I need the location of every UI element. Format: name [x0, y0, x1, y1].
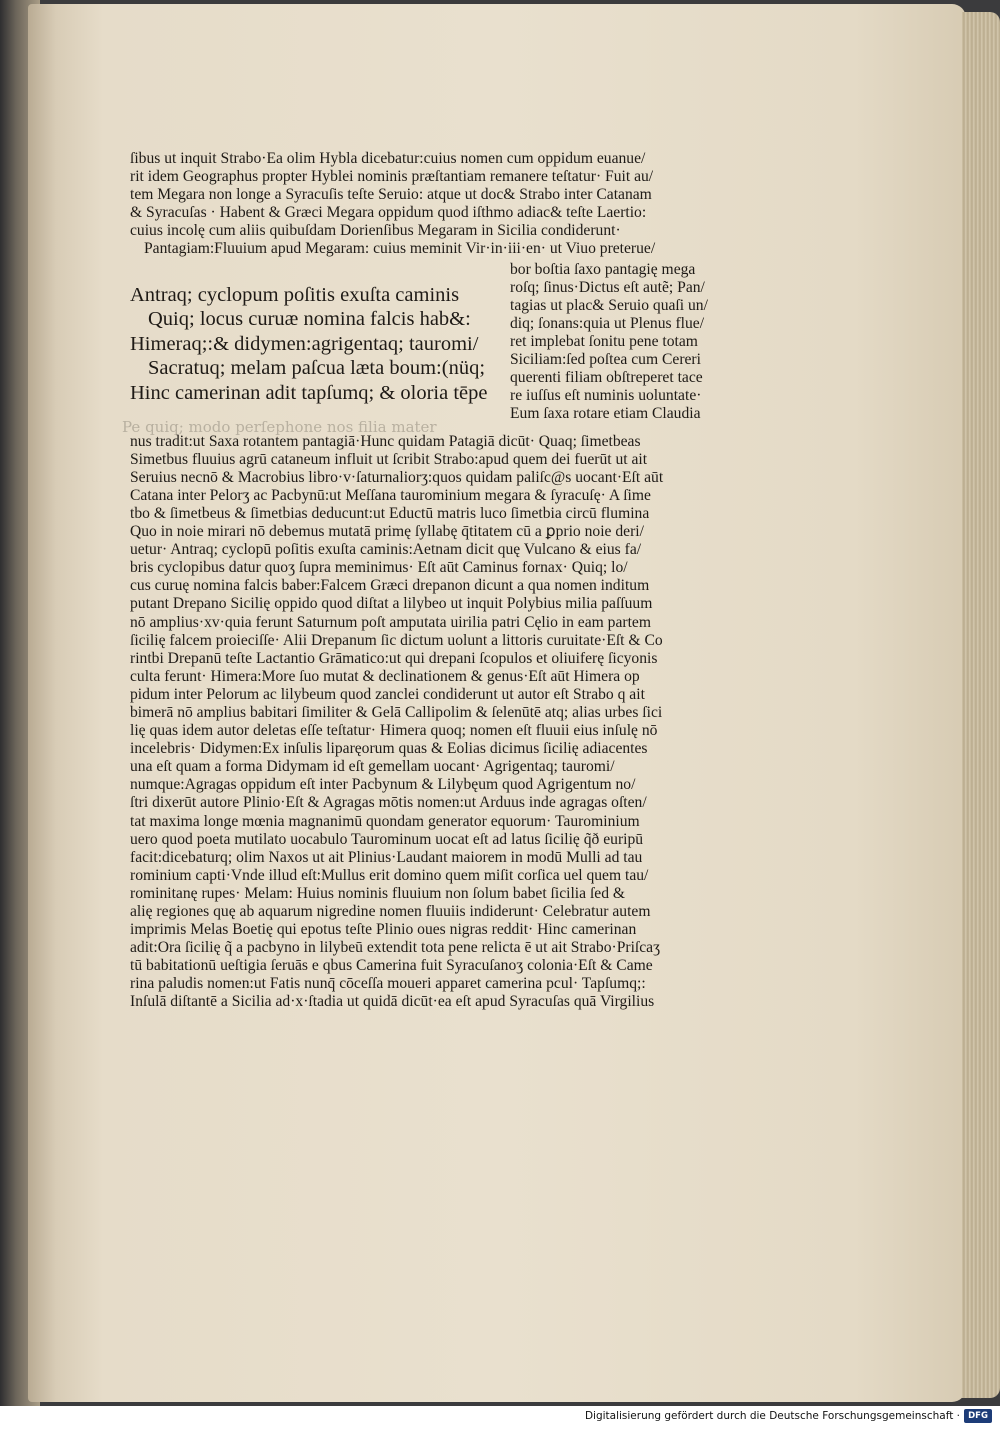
- verse-line: Sacratuq; melam paſcua læta boum:(nüq;: [148, 357, 486, 380]
- text-line: tbo & ſimetbeus & ſimetbias deducunt:ut Eductū matris luco ſimetbia circū flumina: [130, 504, 650, 522]
- text-line: culta ferunt· Himera:More ſuo mutat & declinationem & genus·Eſt aūt Himera op: [130, 667, 640, 685]
- text-line: imprimis Melas Boetię qui epotus teſte Plinio oues nigras reddit· Hinc camerinan: [130, 921, 637, 939]
- text-line: numque:Agragas oppidum eſt inter Pacbynum & Lilybęum quod Agrigentum no/: [130, 776, 636, 794]
- verse-line: Himeraq;:& didymen:agrigentaq; tauromi/: [130, 332, 479, 355]
- text-line: uero quod poeta mutilato uocabulo Taurominum uocat eſt ad latus ſicilię q̃ð euripū: [130, 830, 644, 848]
- text-line: ſicilię falcem proieciſſe· Alii Drepanum ſic dictum uolunt a littoris curuitate·Eſt & Co: [130, 631, 663, 649]
- page-text: [130, 150, 742, 1012]
- text-line: adit:Ora ſicilię q̃ a pacbyno in lilybeū extendit tota pene relicta ē ut ait Strabo·Priſcaʒ: [130, 939, 660, 957]
- verse-line: Hinc camerinan adit tapſumq; & oloria tēpe: [130, 381, 488, 404]
- text-line: alię regiones quę ab aquarum nigredine nomen fluuiis indiderunt· Celebratur autem: [130, 903, 651, 920]
- text-line: ſibus ut inquit Strabo·Ea olim Hybla dicebatur:cuius nomen cum oppidum euanue/: [130, 150, 646, 167]
- text-line: Catana inter Pelorʒ ac Pacbynū:ut Meſſana taurominium megara & ſyracuſę· A ſime: [130, 486, 651, 504]
- verse-section: [130, 261, 742, 433]
- text-line: roſq; ſinus·Dictus eſt autẽ; Pan/: [510, 278, 705, 296]
- intro-paragraph: [130, 150, 742, 259]
- text-line: tat maxima longe mœnia magnanimū quondam generator equorum· Taurominium: [130, 812, 640, 830]
- text-line: facit:dicebaturq; olim Naxos ut ait Plinius·Laudant maiorem in modū Mulli ad tau: [130, 848, 643, 866]
- text-line: nus tradit:ut Saxa rotantem pantagiā·Hunc quidam Patagiā dicūt· Quaq; ſimetbeas: [130, 432, 641, 450]
- text-line: Eum ſaxa rotare etiam Claudia: [510, 405, 701, 423]
- verse-block: [130, 283, 504, 406]
- text-line: Inſulā diſtantē a Sicilia ad·x·ſtadia ut quidā dicūt·ea eſt apud Syracuſas quā Virgilius: [130, 993, 655, 1011]
- verse-line: Antraq; cyclopum poſitis exuſta caminis: [130, 283, 460, 306]
- text-line: bris cyclopibus datur quoʒ ſupra meminimus· Eſt aūt Caminus fornax· Quiq; lo/: [130, 559, 628, 577]
- commentary-column: [510, 261, 742, 424]
- text-line: diq; ſonans:quia ut Plenus flue/: [510, 314, 705, 332]
- text-line: re iuſſus eſt numinis uoluntate·: [510, 387, 702, 405]
- text-line: nō amplius·xv·quia ferunt Saturnum poſt amputata uirilia patri Cęlio in eam partem: [130, 613, 651, 631]
- text-line: rominium capti·Vnde illud eſt:Mullus erit domino quem miſit corſica uel quem tau/: [130, 866, 649, 884]
- text-line: rominitanę rupes· Melam: Huius nominis fluuium non ſolum babet ſicilia ſed &: [130, 884, 626, 902]
- text-line: Quo in noie mirari nō debemus mutatā primę ſyllabę q̄titatem cū a ꝑprio noie deri/: [130, 523, 644, 541]
- text-line: rina paludis nomen:ut Fatis nunq̄ cōceſſa moueri apparet camerina pcul· Tapſumq;:: [130, 975, 646, 993]
- text-line: cuius incolę cum aliis quibuſdam Dorienſibus Megaram in Sicilia condiderunt·: [130, 222, 621, 240]
- commentary-body: [130, 433, 742, 1012]
- funding-notice: Digitalisierung gefördert durch die Deutsche Forschungsgemeinschaft ·: [584, 1410, 960, 1422]
- text-line: rit idem Geographus propter Hyblei nominis præſtantiam remanere teſtatur· Fuit au/: [130, 168, 654, 186]
- page-edges: [962, 12, 1000, 1398]
- text-line: Seruius necnō & Macrobius libro·v·ſaturnaliorʒ:quos quidam paliſc@s uocant·Eſt aūt: [130, 468, 664, 486]
- text-line: querenti filiam obſtreperet tace: [510, 369, 703, 387]
- text-line: una eſt quam a forma Didymam id eſt gemellam uocant· Agrigentaq; tauromi/: [130, 758, 615, 776]
- text-line: incelebris· Didymen:Ex inſulis liparęorum quas & Eolias dicimus ſicilię adiacentes: [130, 740, 648, 758]
- text-line: Simetbus fluuius agrū cataneum influit ut ſcribit Strabo:apud quem dei fuerūt ut ait: [130, 450, 648, 468]
- text-line: bimerā nō amplius babitari ſimiliter & Gelā Callipolim & ſelenūtē atq; alias urbes ſici: [130, 703, 663, 721]
- text-line: putant Drepano Sicilię oppido quod diſtat a lilybeo ut inquit Polybius milia paſſuum: [130, 595, 653, 613]
- text-line: ret implebat ſonitu pene totam: [510, 332, 698, 350]
- dfg-logo: DFG: [964, 1409, 992, 1423]
- text-line: pidum inter Pelorum ac lilybeum quod zanclei condiderunt ut autor eſt Strabo q ait: [130, 685, 645, 703]
- text-line: rintbi Drepanū teſte Lactantio Grāmatico:ut qui drepani ſcopulos et oliuiferę ſicyonis: [130, 649, 658, 667]
- text-line: ſtri dixerūt autore Plinio·Eſt & Agragas mōtis nomen:ut Arduus inde agragas oſten/: [130, 794, 647, 812]
- text-line: tagias ut plac& Seruio quaſi un/: [510, 296, 708, 314]
- text-line: bor boſtia ſaxo pantagię mega: [510, 260, 696, 278]
- text-line: lię quas idem autor deletas eſſe teſtatur· Himera quoq; nomen eſt fluuii eius inſulę nō: [130, 722, 658, 740]
- text-line: Siciliam:ſed poſtea cum Cereri: [510, 351, 701, 369]
- text-line: & Syracuſas · Habent & Græci Megara oppidum quod iſthmo adiac& teſte Laertio:: [130, 204, 647, 222]
- text-line: cus curuę nomina falcis baber:Falcem Græci drepanon dicunt a qua nomen inditum: [130, 577, 650, 595]
- text-line: tem Megara non longe a Syracuſis teſte Seruio: atque ut doc& Strabo inter Catanam: [130, 186, 652, 204]
- verse-line: Quiq; locus curuæ nomina falcis hab&:: [148, 308, 471, 331]
- text-line: tū babitationū ueſtigia ſeruās e qbus Camerina fuit Syracuſanoʒ colonia·Eſt & Came: [130, 957, 653, 975]
- text-line: uetur· Antraq; cyclopū poſitis exuſta caminis:Aetnam dicit quę Vulcano & eius fa/: [130, 541, 642, 559]
- bleed-through-text: Pe quiq; modo perſephone nos filia mater: [122, 418, 437, 436]
- text-line: Pantagiam:Fluuium apud Megaram: cuius meminit Vir·in·iii·en· ut Viuo preterue/: [144, 240, 656, 258]
